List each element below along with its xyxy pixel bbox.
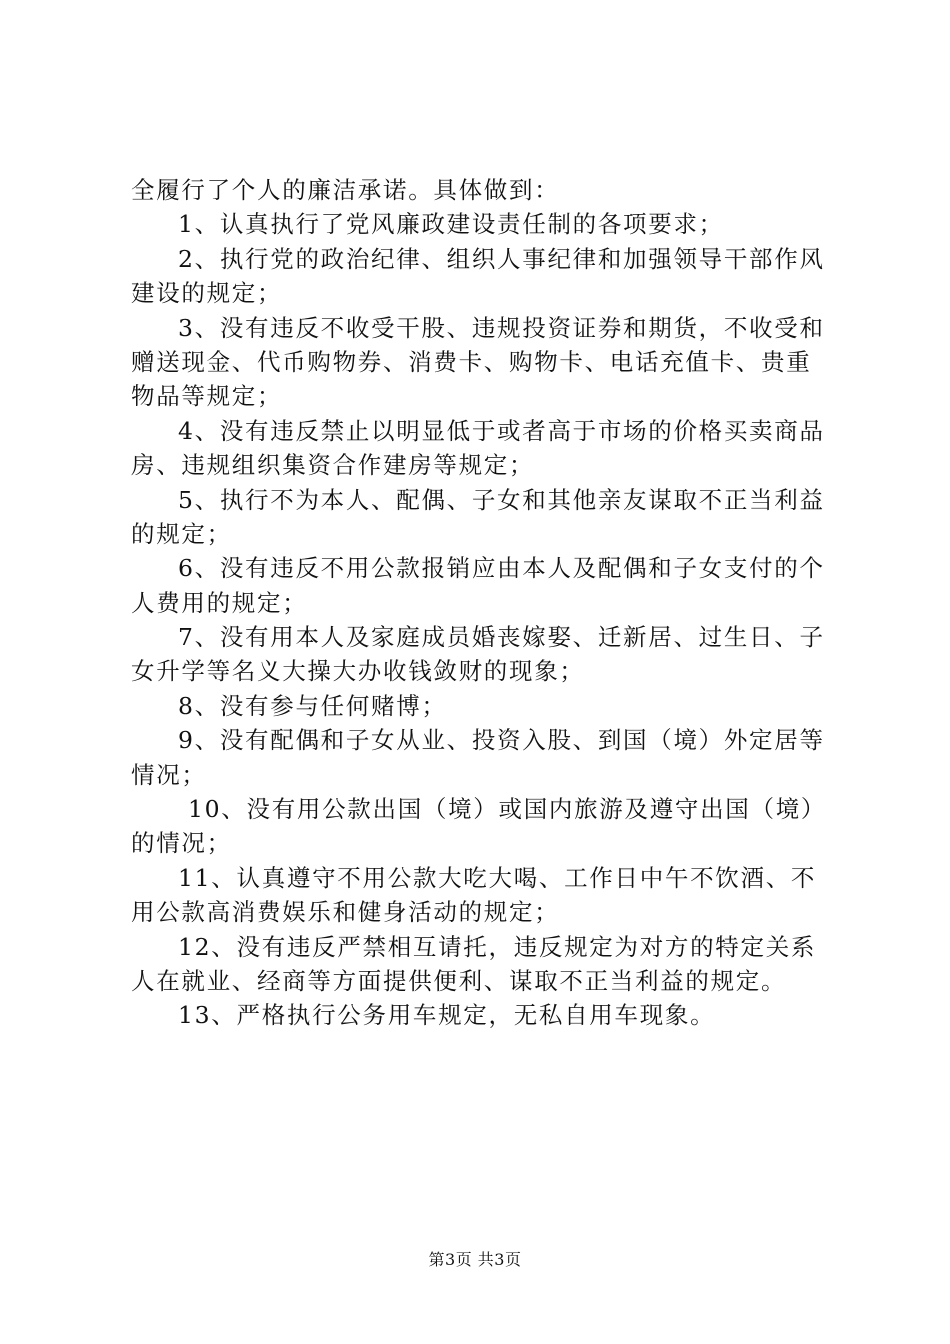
paragraph-line: 房、违规组织集资合作建房等规定；: [131, 451, 535, 480]
document-body: [131, 173, 831, 1033]
paragraph-line: 全履行了个人的廉洁承诺。具体做到：: [131, 176, 560, 204]
paragraph-line: 建设的规定；: [131, 279, 283, 308]
paragraph-line: 7、没有用本人及家庭成员婚丧嫁娶、迁新居、过生日、子: [178, 623, 825, 652]
paragraph-line: 人在就业、经商等方面提供便利、谋取不正当利益的规定。: [131, 966, 787, 995]
paragraph-line: 1、认真执行了党风廉政建设责任制的各项要求；: [178, 210, 724, 239]
paragraph-line: 赠送现金、代币购物券、消费卡、购物卡、电话充值卡、贵重: [131, 347, 812, 376]
paragraph-line: 用公款高消费娱乐和健身活动的规定；: [131, 898, 560, 927]
page-number-label: 第3页 共3页: [428, 1250, 522, 1269]
paragraph-line: 2、执行党的政治纪律、组织人事纪律和加强领导干部作风: [178, 244, 825, 273]
paragraph-line: 5、执行不为本人、配偶、子女和其他亲友谋取不正当利益: [178, 485, 825, 514]
paragraph-line: 12、没有违反严禁相互请托，违反规定为对方的特定关系: [178, 932, 817, 961]
paragraph-line: 11、认真遵守不用公款大吃大喝、工作日中午不饮酒、不: [178, 863, 817, 892]
paragraph-line: 4、没有违反禁止以明显低于或者高于市场的价格买卖商品: [178, 416, 825, 445]
paragraph-line: 8、没有参与任何赌博；: [178, 691, 447, 720]
paragraph-line: 女升学等名义大操大办收钱敛财的现象；: [131, 657, 585, 686]
paragraph-line: 情况；: [131, 760, 207, 789]
paragraph-line: 9、没有配偶和子女从业、投资入股、到国（境）外定居等: [178, 726, 825, 755]
page-footer: [0, 1250, 950, 1270]
paragraph-line: 的情况；: [131, 829, 232, 858]
paragraph-line: 10、没有用公款出国（境）或国内旅游及遵守出国（境）: [188, 795, 827, 824]
paragraph-line: 6、没有违反不用公款报销应由本人及配偶和子女支付的个: [178, 554, 825, 583]
paragraph-line: 人费用的规定；: [131, 588, 308, 617]
paragraph-line: 13、严格执行公务用车规定，无私自用车现象。: [178, 1001, 716, 1030]
paragraph-line: 的规定；: [131, 519, 232, 548]
paragraph-line: 物品等规定；: [131, 382, 283, 411]
paragraph-line: 3、没有违反不收受干股、违规投资证券和期货，不收受和: [178, 313, 825, 342]
